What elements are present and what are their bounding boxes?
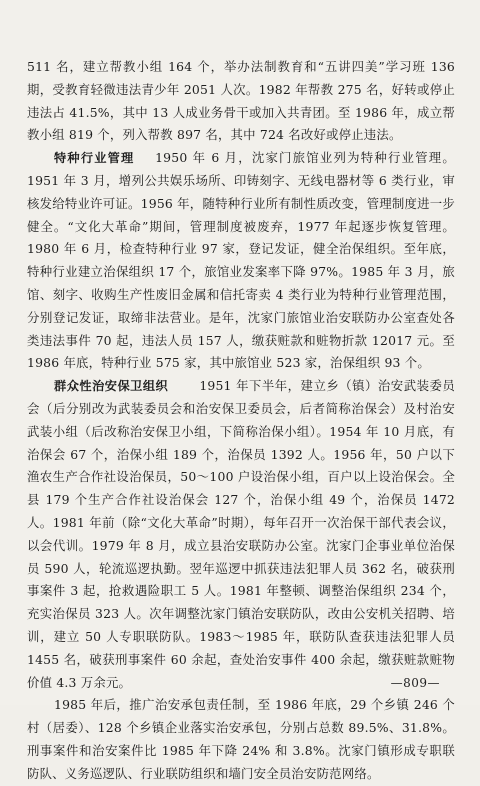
paragraph-youth-education bbox=[27, 56, 455, 147]
section-heading-special-industry: 特种行业管理 bbox=[54, 151, 135, 166]
page-number: —809— bbox=[390, 676, 440, 690]
paragraph-responsibility-system bbox=[27, 694, 455, 785]
paragraph-text: 1985 年后，推广治安承包责任制，至 1986 年底，29 个乡镇 246 个村（居委）、128 个乡镇企业落实治安承包，分别占总数 89.5%、31.8%。刑事案件和治安案件比 1985 年下降 24% 和 3.8%。沈家门镇形成专职联防队、义务巡逻队、行业联防组织和墙门安全员治安防范网络。 bbox=[27, 697, 455, 781]
paragraph-text: 511 名，建立帮教小组 164 个，举办法制教育和“五讲四美”学习班 136 期，受教育轻微违法青少年 2051 人次。1982 年帮教 275 名，好转或停止违法占 41.5%，其中 13 人成业务骨干或加入共青团。至 1986 年，成立帮教小组 819 个，列入帮教 897 名，其中 724 名改好或停止违法。 bbox=[27, 59, 455, 143]
section-heading-security-organizations: 群众性治安保卫组织 bbox=[54, 379, 169, 394]
paragraph-special-industry bbox=[27, 147, 455, 375]
paragraph-text: 1950 年 6 月，沈家门旅馆业列为特种行业管理。1951 年 3 月，增列公共娱乐场所、印铸刻字、无线电器材等 6 类行业，审核发给特业许可证。1956 年，随特种行业所有制性质改变，管理制度进一步健全。“文化大革命”期间，管理制度被废弃，1977 年起逐步恢复管理。1980 年 6 月，检查特种行业 97 家，登记发证，健全治保组织。至年底，特种行业建立治保组织 17 个，旅馆业发案率下降 97%。1985 年 3 月，旅馆、刻字、收购生产性废旧金属和信托寄卖 4 类行业为特种行业管理范围，分别登记发证，取缔非法营业。是年，沈家门旅馆业治安联防办公室查处各类违法事件 70 起，违法人员 157 人，缴获赃款和赃物折款 12017 元。至 1986 年底，特种行业 575 家，其中旅馆业 523 家，治保组织 93 个。 bbox=[27, 150, 455, 371]
paragraph-text: 1951 年下半年，建立乡（镇）治安武装委员会（后分别改为武装委员会和治安保卫委员会，后者简称治保会）及村治安武装小组（后改称治安保卫小组，下简称治保小组）。1954 年 10 月底，有治保会 67 个，治保小组 189 个，治保员 1392 人。1956 年，50 户以下渔农生产合作社设治保员，50～100 户设治保小组，百户以上设治保会。全县 179 个生产合作社设治保会 127 个，治保小组 49 个，治保员 1472 人。1981 年前（除“文化大革命”时期），每年召开一次治保干部代表会议，以会代训。1979 年 8 月，成立县治安联防办公室。沈家门企事业单位治保员 590 人，轮流巡逻执勤。翌年巡逻中抓获违法犯罪人员 362 名，破获刑事案件 3 起，抢救遇险职工 5 人。1981 年整顿、调整治保组织 234 个，充实治保员 323 人。次年调整沈家门镇治安联防队，改由公安机关招聘、培训，建立 50 人专职联防队。1983～1985 年，联防队查获违法犯罪人员 1455 名，破获刑事案件 60 余起，查处治安事件 400 余起，缴获赃款赃物价值 4.3 万余元。 bbox=[27, 378, 455, 690]
paragraph-security-organizations bbox=[27, 375, 455, 694]
